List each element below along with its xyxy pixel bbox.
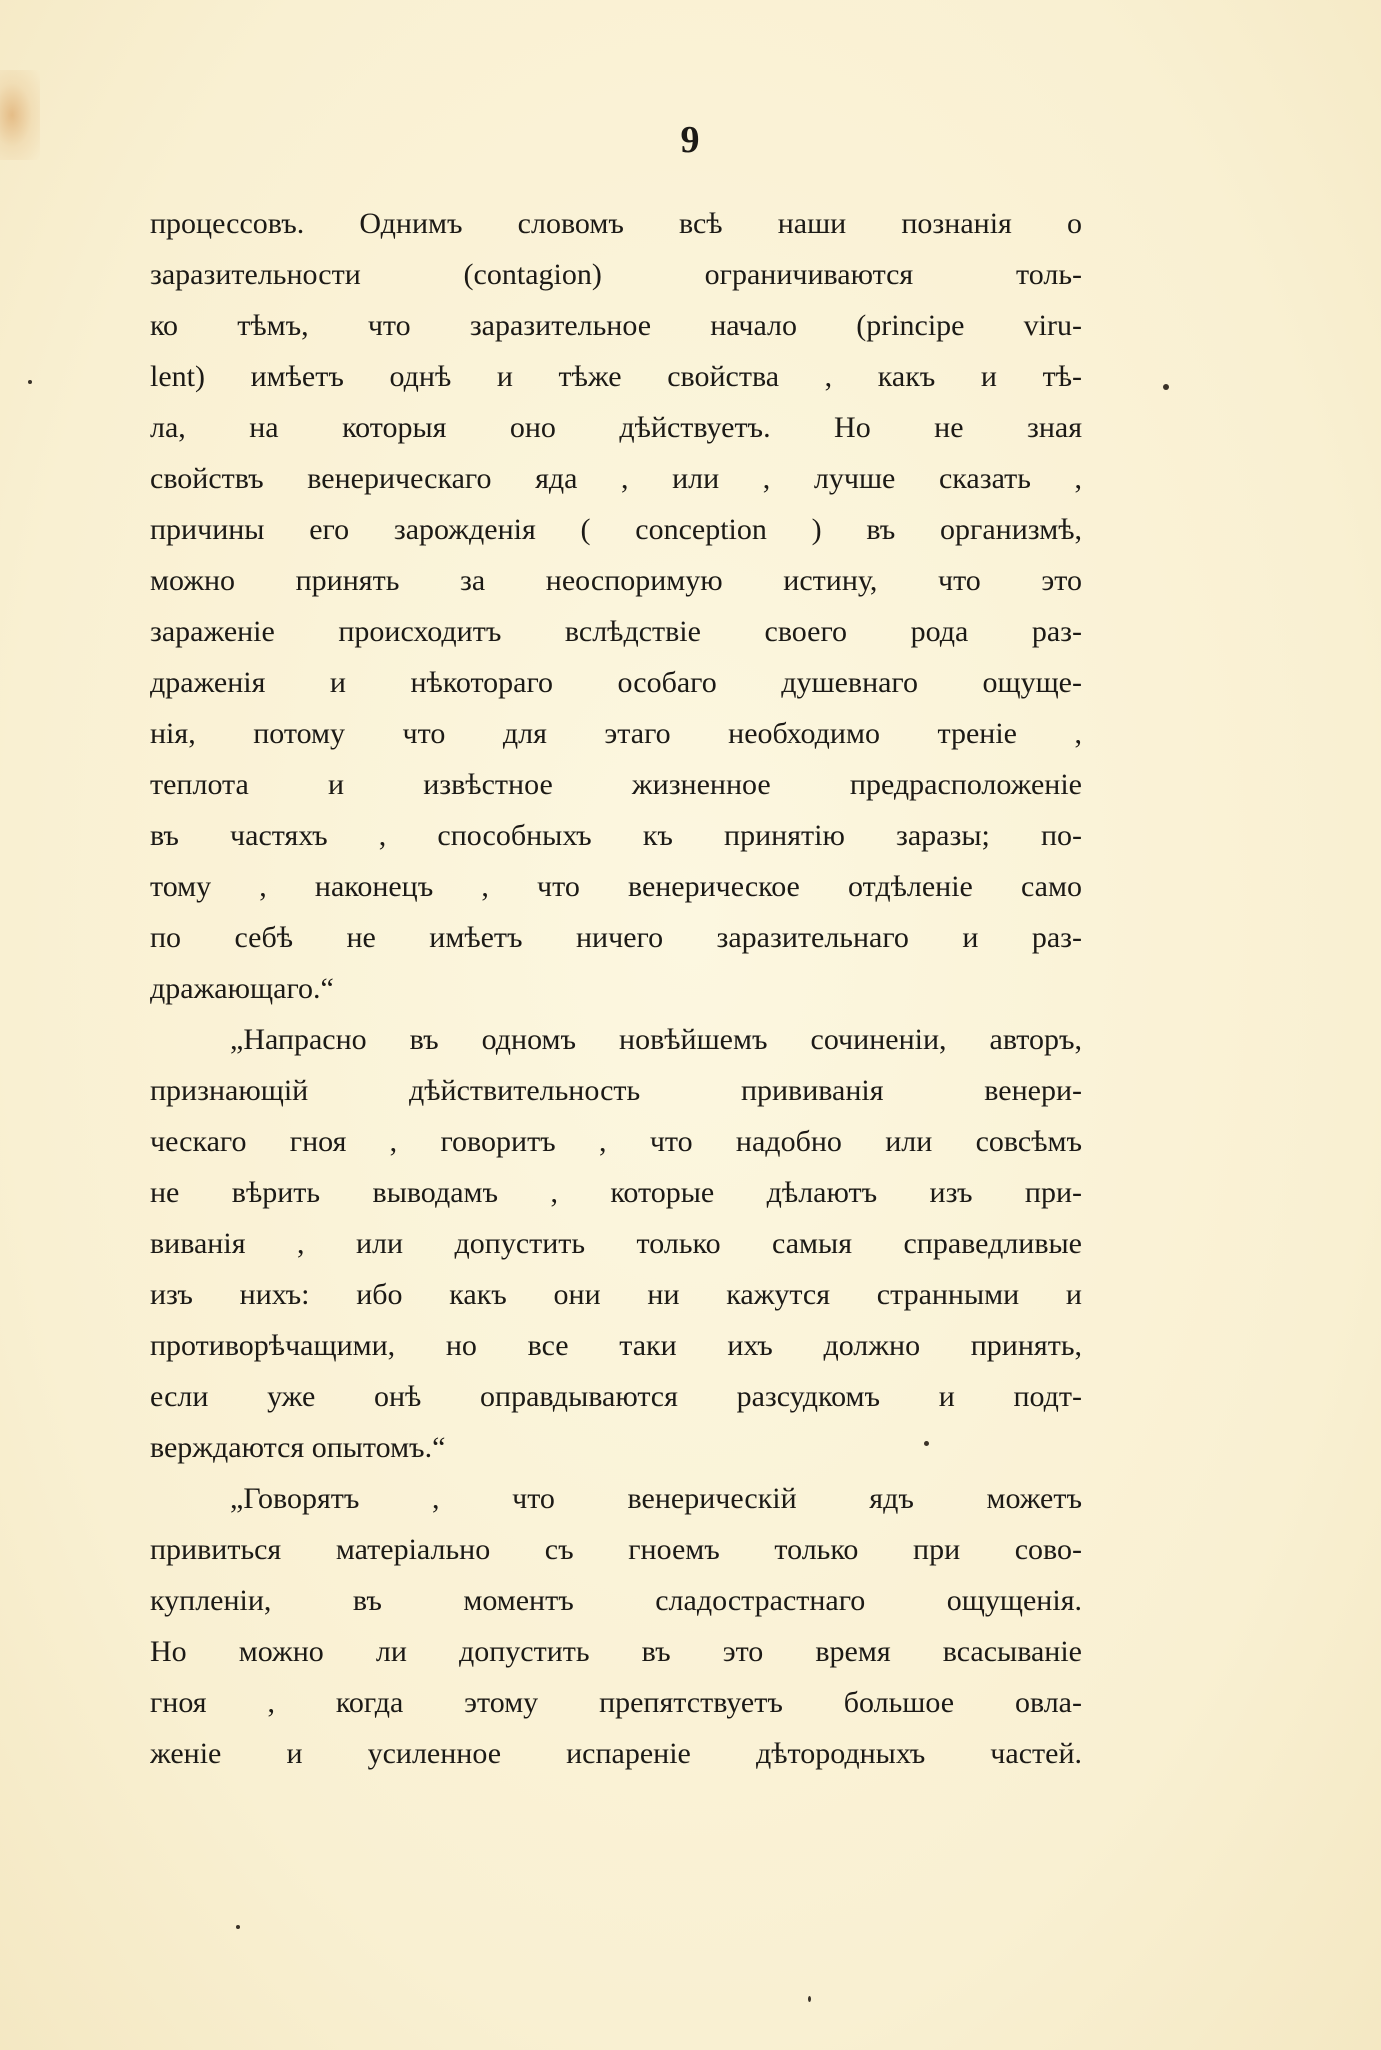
page-number: 9 [680, 119, 701, 161]
text-line: заразительности (contagion) ограничиваются толь- [150, 258, 1082, 291]
text-line: ла, на которыя оно дѣйствуетъ. Но не зная [150, 411, 1082, 444]
text-line: не вѣрить выводамъ , которые дѣлаютъ изъ при- [150, 1176, 1082, 1209]
text-line: женіе и усиленное испареніе дѣтородныхъ частей. [150, 1737, 1082, 1770]
text-line: по себѣ не имѣетъ ничего заразительнаго и раз- [150, 921, 1082, 954]
text-line: признающій дѣйствительность прививанія венери- [150, 1074, 1082, 1107]
text-line: зараженіе происходитъ вслѣдствіе своего рода раз- [150, 615, 1082, 648]
text-line: можно принять за неоспоримую истину, что это [150, 564, 1082, 597]
text-line: если уже онѣ оправдываются разсудкомъ и подт- [150, 1380, 1082, 1413]
text-line: гноя , когда этому препятствуетъ большое овла- [150, 1686, 1082, 1719]
text-line: причины его зарожденія ( conception ) въ организмѣ, [150, 513, 1082, 546]
text-line: lent) имѣетъ однѣ и тѣже свойства , какъ и тѣ- [150, 360, 1082, 393]
text-line: „Напрасно въ одномъ новѣйшемъ сочиненіи, авторъ, [230, 1023, 1082, 1056]
text-line: ческаго гноя , говоритъ , что надобно или совсѣмъ [150, 1125, 1082, 1158]
text-line: теплота и извѣстное жизненное предрасположеніе [150, 768, 1082, 801]
text-line: купленіи, въ моментъ сладострастнаго ощущенія. [150, 1584, 1082, 1617]
text-line: въ частяхъ , способныхъ къ принятію заразы; по- [150, 819, 1082, 852]
text-line: ко тѣмъ, что заразительное начало (principe viru- [150, 309, 1082, 342]
ink-speck [808, 1996, 811, 2002]
body-text [150, 198, 1082, 1779]
text-line: тому , наконецъ , что венерическое отдѣленіе само [150, 870, 1082, 903]
text-line: верждаются опытомъ.“ [150, 1431, 446, 1464]
ink-speck [1163, 384, 1169, 390]
text-line: драженія и нѣкотораго особаго душевнаго ощуще- [150, 666, 1082, 699]
text-line: Но можно ли допустить въ это время всасываніе [150, 1635, 1082, 1668]
text-line: свойствъ венерическаго яда , или , лучше сказать , [150, 462, 1082, 495]
text-line: процессовъ. Однимъ словомъ всѣ наши познанія о [150, 207, 1082, 240]
ink-speck [28, 380, 32, 384]
ink-speck [236, 1925, 240, 1929]
text-line: изъ нихъ: ибо какъ они ни кажутся странными и [150, 1278, 1082, 1311]
text-line: виванія , или допустить только самыя справедливые [150, 1227, 1082, 1260]
text-line: противорѣчащими, но все таки ихъ должно принять, [150, 1329, 1082, 1362]
text-line: привиться матеріально съ гноемъ только при сово- [150, 1533, 1082, 1566]
text-line: „Говорятъ , что венерическій ядъ можетъ [230, 1482, 1082, 1515]
text-line: нія, потому что для этаго необходимо треніе , [150, 717, 1082, 750]
text-line: дражающаго.“ [150, 972, 334, 1005]
